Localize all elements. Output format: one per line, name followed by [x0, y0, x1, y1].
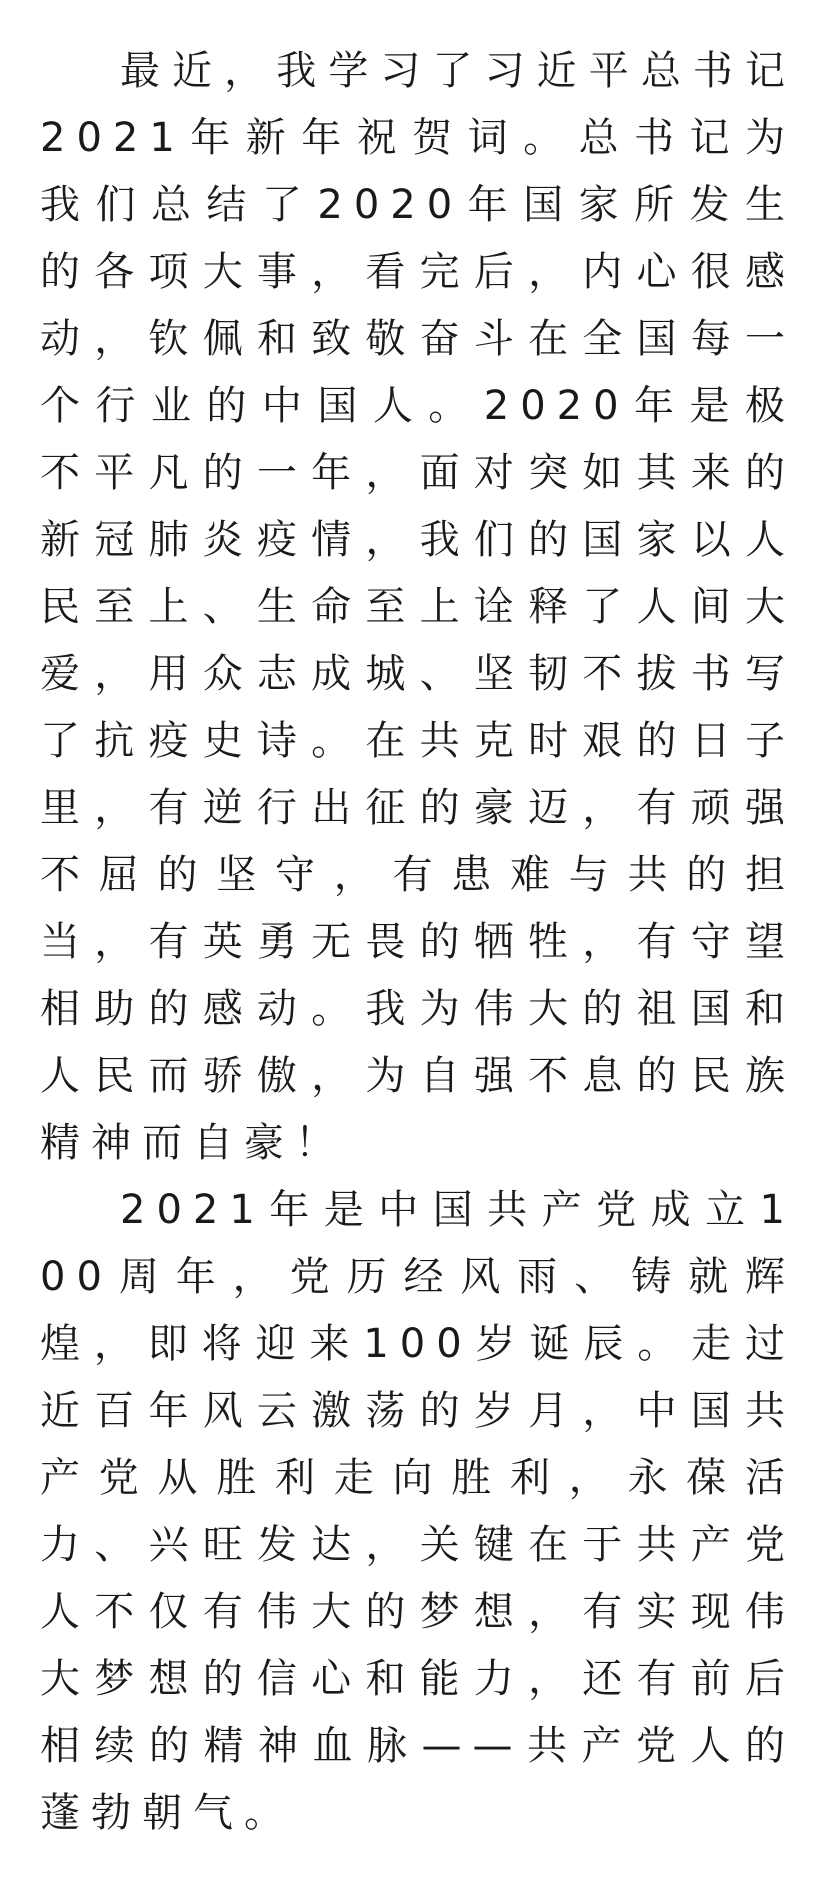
- paragraph-1: 最近，我学习了习近平总书记2021年新年祝贺词。总书记为我们总结了2020年国家所发生的各项大事，看完后，内心很感动，钦佩和致敬奋斗在全国每一个行业的中国人。2020年是极不平凡的一年，面对突如其来的新冠肺炎疫情，我们的国家以人民至上、生命至上诠释了人间大爱，用众志成城、坚韧不拔书写了抗疫史诗。在共克时艰的日子里，有逆行出征的豪迈，有顽强不屈的坚守，有患难与共的担当，有英勇无畏的牺牲，有守望相助的感动。我为伟大的祖国和人民而骄傲，为自强不息的民族精神而自豪！: [40, 48, 796, 1166]
- paragraph-2: 2021年是中国共产党成立100周年，党历经风雨、铸就辉煌，即将迎来100岁诞辰。走过近百年风云激荡的岁月，中国共产党从胜利走向胜利，永葆活力、兴旺发达，关键在于共产党人不仅有伟大的梦想，有实现伟大梦想的信心和能力，还有前后相续的精神血脉——共产党人的蓬勃朝气。: [40, 1187, 796, 1836]
